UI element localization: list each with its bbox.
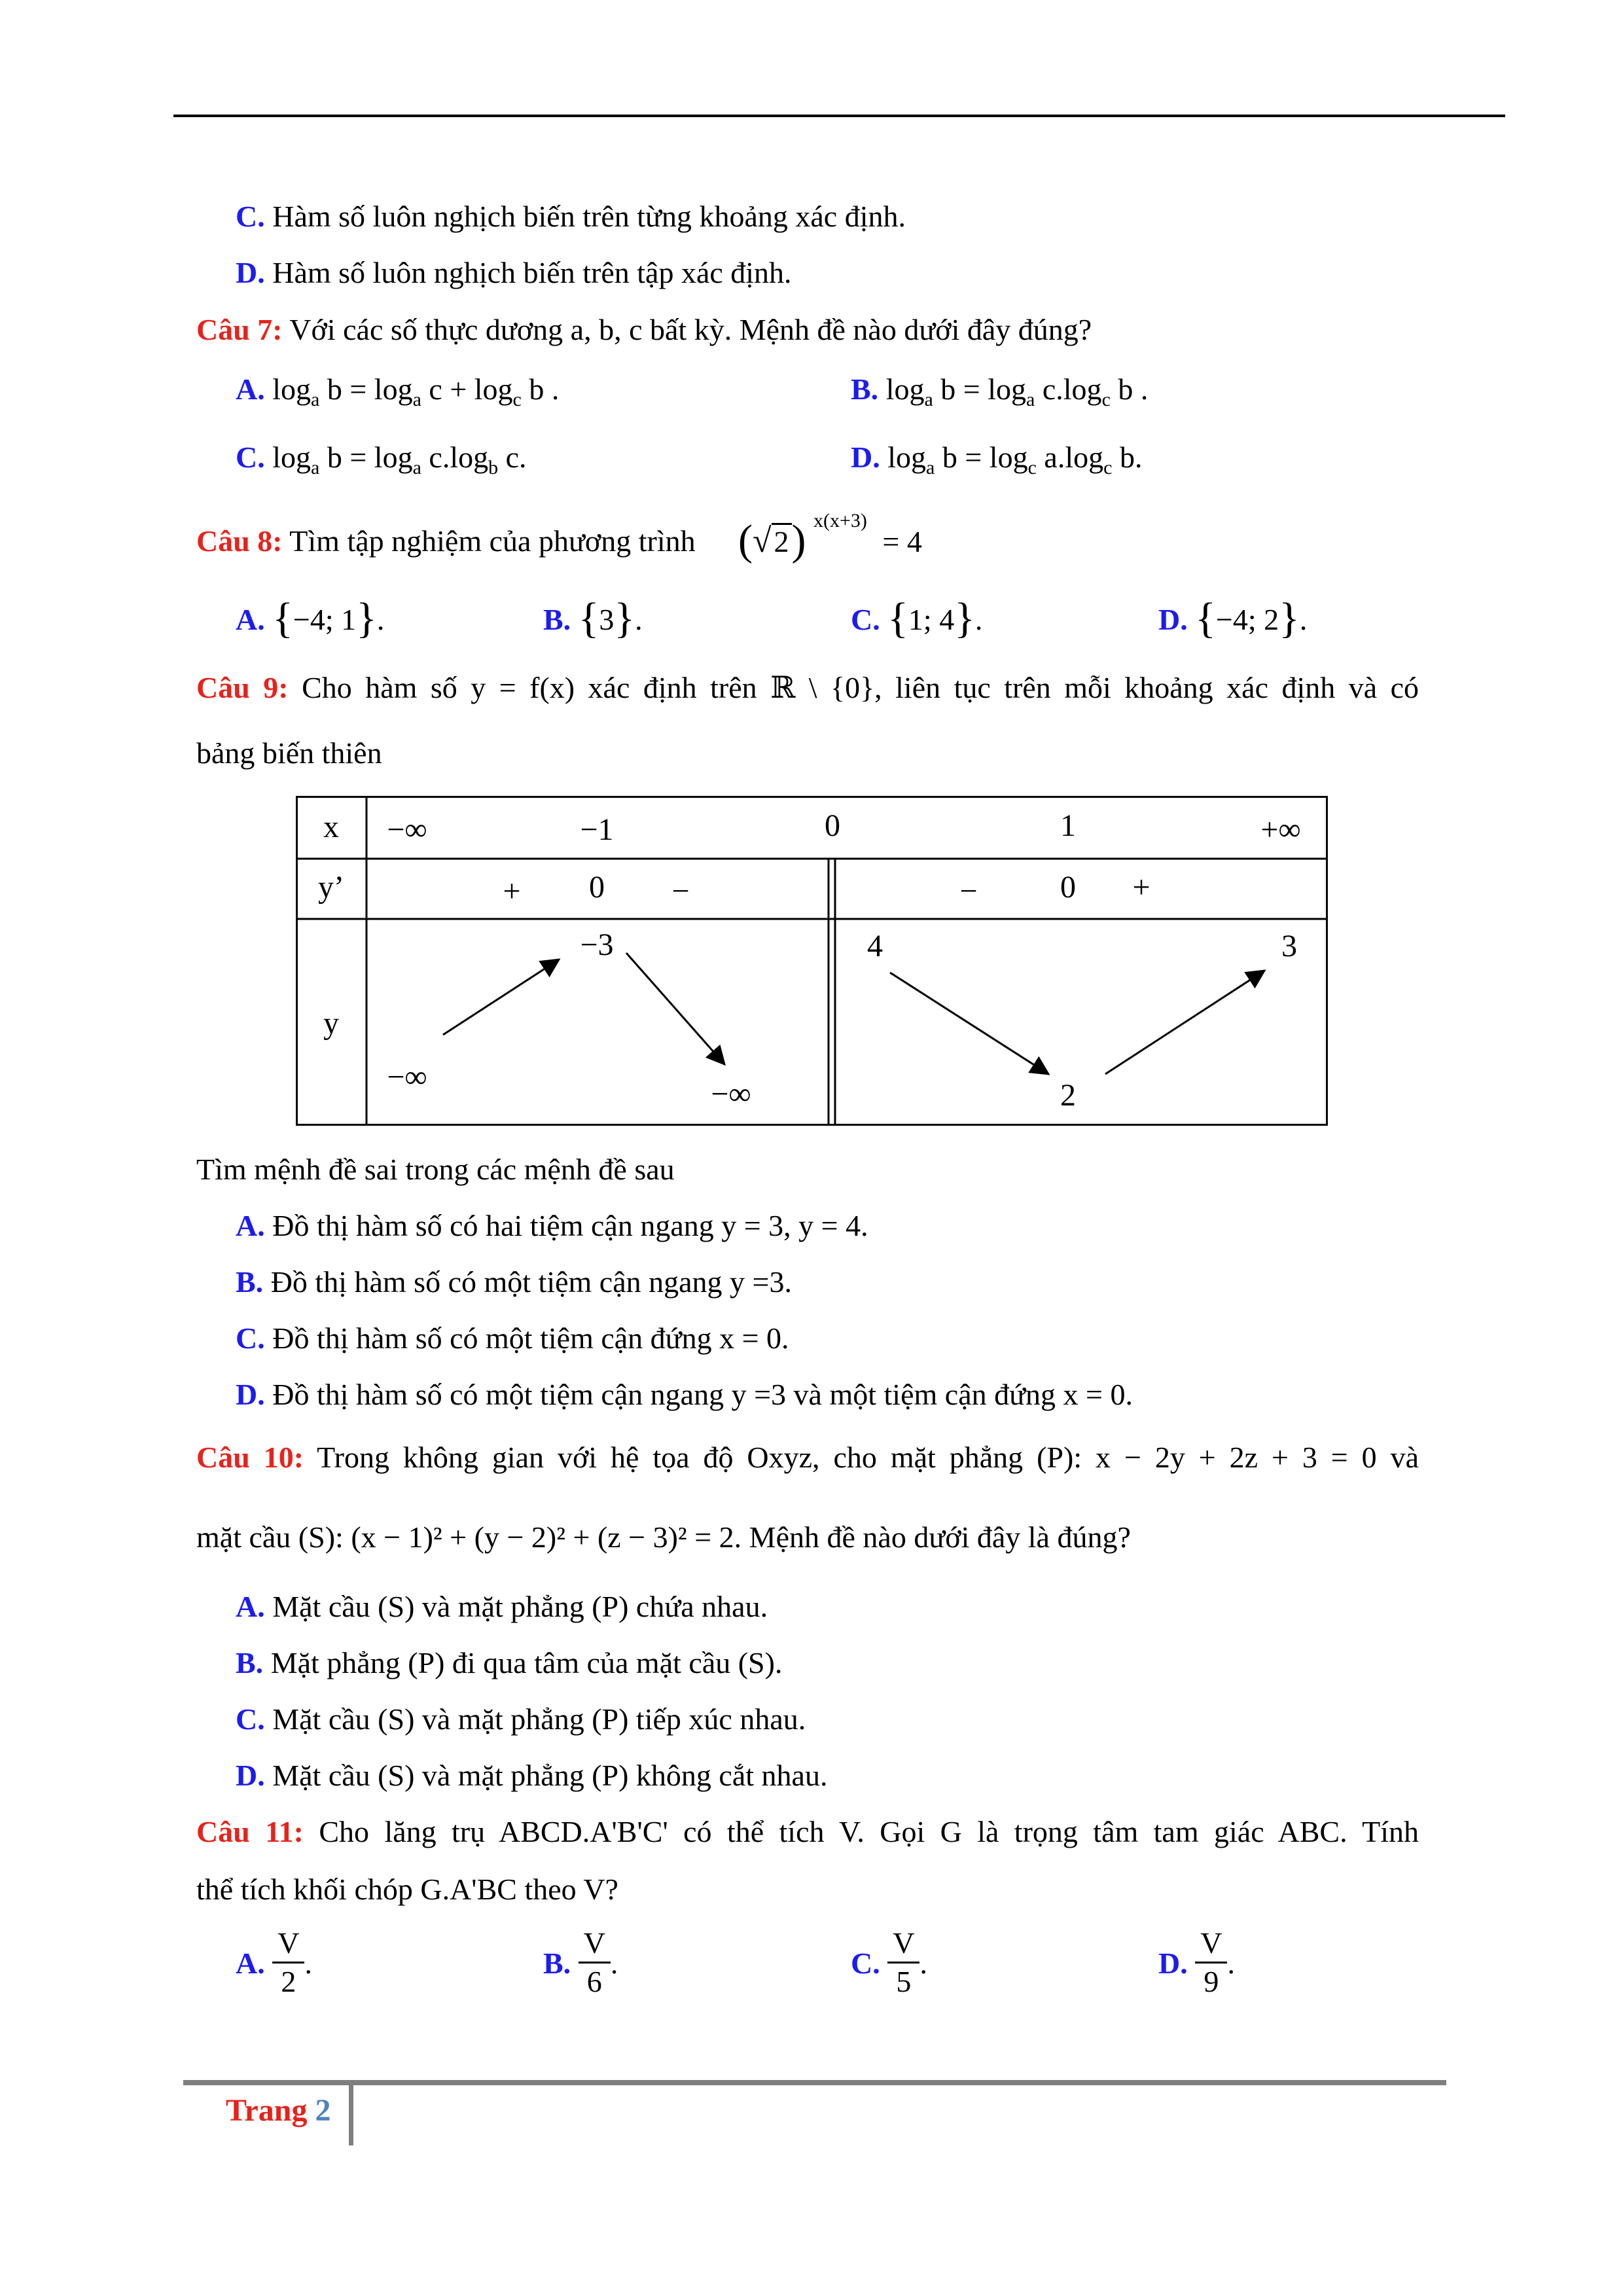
q7-option-a: A. $\log_a b = \log_a c + \log_c b$ . [236, 372, 560, 410]
footer-rule [183, 2080, 1446, 2085]
yprime-zero-1: 0 [589, 870, 605, 905]
yprime-plus-1: + [503, 874, 521, 908]
header-rule [173, 115, 1505, 117]
table-x-label: x [323, 810, 339, 844]
q11-option-b: B. $\frac{V}{6}$ . [543, 1926, 618, 1998]
q9-option-b: B. Đồ thị hàm số có một tiệm cận ngang y =3. [236, 1265, 792, 1299]
q7-stem: Câu 7: Với các số thực dương a, b, c bất kỳ. Mệnh đề nào dưới đây đúng? [196, 313, 1092, 346]
q11-stem-line2: thể tích khối chóp G.A'BC theo V? [196, 1873, 618, 1906]
yprime-minus-1: − [671, 874, 690, 908]
x-zero: 0 [825, 808, 840, 843]
y-min-two: 2 [1060, 1078, 1076, 1113]
x-pos-inf: +∞ [1260, 812, 1301, 847]
q7-option-d: D. $\log_a b = \log_c a.\log_c$ b. [851, 440, 1143, 478]
q9-option-d: D. Đồ thị hàm số có một tiệm cận ngang y =3 và một tiệm cận đứng x = 0. [236, 1378, 1133, 1411]
q6-option-c: C. Hàm số luôn nghịch biến trên từng khoảng xác định. [236, 200, 906, 233]
q8-option-c: C. {1; 4}. [851, 594, 983, 642]
arrow-down-1 [626, 953, 724, 1064]
variation-table [296, 796, 1328, 1126]
q9-stem-line2: bảng biến thiên [196, 736, 382, 770]
q11-stem-line1: Câu 11: Cho lăng trụ ABCD.A'B'C' có thể tích V. Gọi G là trọng tâm tam giác ABC. Tính [196, 1815, 1419, 1848]
variation-table-grid [296, 796, 1328, 1126]
q11-option-c: C. $\frac{V}{5}$ . [851, 1926, 927, 1998]
q9-option-c: C. Đồ thị hàm số có một tiệm cận đứng x = 0. [236, 1321, 789, 1355]
q6-option-d: D. Hàm số luôn nghịch biến trên tập xác định. [236, 256, 792, 289]
q10-stem-line2: mặt cầu (S): (x − 1)² + (y − 2)² + (z − 3)² = 2. Mệnh đề nào dưới đây là đúng? [196, 1520, 1131, 1554]
q8-option-d: D. {−4; 2}. [1158, 594, 1308, 642]
q7-option-b: B. $\log_a b = \log_a c.\log_c$ b . [851, 372, 1149, 410]
q8-option-b: B. {3}. [543, 594, 643, 642]
y-four: 4 [867, 929, 883, 963]
q8-equation: (√2) $^{x(x+3)}$ = 4 [738, 510, 922, 564]
y-three: 3 [1281, 929, 1297, 963]
q10-option-d: D. Mặt cầu (S) và mặt phẳng (P) không cắt nhau. [236, 1759, 828, 1792]
page-number: Trang 2 [226, 2093, 331, 2128]
y-max-neg3: −3 [580, 927, 614, 962]
q10-stem-line1: Câu 10: Trong không gian với hệ tọa độ Oxyz, cho mặt phẳng (P): x − 2y + 2z + 3 = 0 và [196, 1441, 1419, 1474]
q9-option-a: A. Đồ thị hàm số có hai tiệm cận ngang y = 3, y = 4. [236, 1209, 868, 1242]
arrow-down-2 [890, 973, 1048, 1074]
x-neg-inf: −∞ [387, 812, 427, 847]
q8-stem: Câu 8: Tìm tập nghiệm của phương trình [196, 524, 696, 558]
yprime-plus-2: + [1132, 870, 1150, 905]
q10-option-c: C. Mặt cầu (S) và mặt phẳng (P) tiếp xúc nhau. [236, 1702, 806, 1736]
yprime-minus-2: − [959, 874, 978, 908]
q9-prompt: Tìm mệnh đề sai trong các mệnh đề sau [196, 1153, 675, 1186]
q11-option-d: D. $\frac{V}{9}$ . [1158, 1926, 1235, 1998]
arrow-up-2 [1105, 971, 1264, 1074]
q9-stem-line1: Câu 9: Cho hàm số y = f(x) xác định trên ℝ \ {0}, liên tục trên mỗi khoảng xác định và có [196, 671, 1419, 704]
q8-option-a: A. {−4; 1}. [236, 594, 385, 642]
table-yprime-label: y’ [318, 870, 344, 905]
footer-divider [349, 2085, 353, 2145]
x-one: 1 [1060, 808, 1076, 843]
y-neg-inf-left: −∞ [387, 1060, 427, 1094]
q11-option-a: A. $\frac{V}{2}$ . [236, 1926, 312, 1998]
x-neg-one: −1 [580, 812, 614, 847]
yprime-zero-2: 0 [1060, 870, 1076, 905]
arrow-up-1 [443, 960, 559, 1035]
y-neg-inf-right: −∞ [711, 1077, 751, 1111]
q10-option-a: A. Mặt cầu (S) và mặt phẳng (P) chứa nhau. [236, 1590, 768, 1623]
q7-option-c: C. $\log_a b = \log_a c.\log_b$ c. [236, 440, 527, 478]
table-y-label: y [323, 1006, 339, 1041]
q10-option-b: B. Mặt phẳng (P) đi qua tâm của mặt cầu (S). [236, 1646, 783, 1679]
